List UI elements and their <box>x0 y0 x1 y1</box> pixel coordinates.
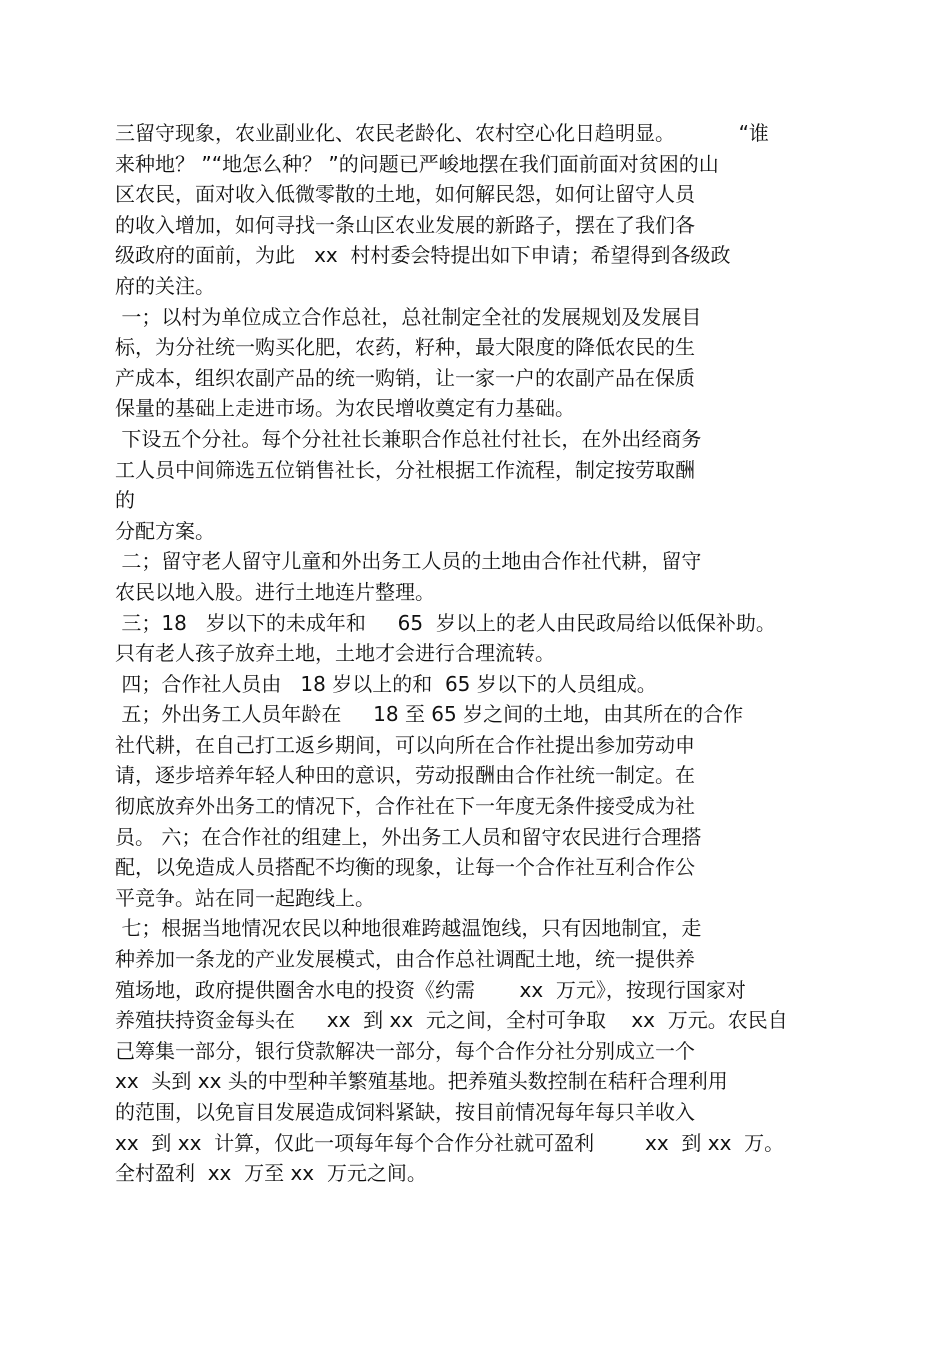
text-line: 二；留守老人留守儿童和外出务工人员的土地由合作社代耕，留守 <box>115 549 702 574</box>
text-line: 三；18 岁以下的未成年和 65 岁以上的老人由民政局给以低保补助。 <box>115 610 776 635</box>
text-line: 全村盈利 xx 万至 xx 万元之间。 <box>115 1161 427 1186</box>
text-line: 平竞争。站在同一起跑线上。 <box>115 885 375 910</box>
text-line: 种养加一条龙的产业发展模式，由合作总社调配土地，统一提供养 <box>115 947 695 972</box>
text-line: 一；以村为单位成立合作总社，总社制定全社的发展规划及发展目 <box>115 304 702 329</box>
text-line: 只有老人孩子放弃土地，土地才会进行合理流转。 <box>115 641 555 666</box>
text-line: 彻底放弃外出务工的情况下，合作社在下一年度无条件接受成为社 <box>115 794 695 819</box>
text-line: 区农民，面对收入低微零散的土地，如何解民怨，如何让留守人员 <box>115 182 695 207</box>
text-line: xx 头到 xx 头的中型种羊繁殖基地。把养殖头数控制在秸秆合理利用 <box>115 1069 728 1094</box>
text-line: 来种地？ ”“地怎么种？ ”的问题已严峻地摆在我们面前面对贫困的山 <box>115 151 719 176</box>
text-line: 的范围，以免盲目发展造成饲料紧缺，按目前情况每年每只羊收入 <box>115 1100 695 1124</box>
text-line: 的 <box>115 488 135 513</box>
text-line: 保量的基础上走进市场。为农民增收奠定有力基础。 <box>115 396 575 421</box>
text-line: 养殖扶持资金每头在 xx 到 xx 元之间，全村可争取 xx 万元。农民自 <box>115 1008 788 1033</box>
text-line: 员。 六；在合作社的组建上，外出务工人员和留守农民进行合理搭 <box>115 824 702 849</box>
text-line: 五；外出务工人员年龄在 18 至 65 岁之间的土地，由其所在的合作 <box>115 702 744 727</box>
text-line: 产成本，组织农副产品的统一购销，让一家一户的农副产品在保质 <box>115 365 695 390</box>
text-line: 分配方案。 <box>115 518 215 543</box>
text-line: 三留守现象，农业副业化、农民老龄化、农村空心化日趋明显。 “谁 <box>115 121 769 145</box>
text-line: 下设五个分社。每个分社社长兼职合作总社付社长，在外出经商务 <box>115 426 702 451</box>
text-line: 工人员中间筛选五位销售社长，分社根据工作流程，制定按劳取酬 <box>115 457 695 482</box>
text-line: 的收入增加，如何寻找一条山区农业发展的新路子，摆在了我们各 <box>115 212 695 237</box>
text-line: 标，为分社统一购买化肥，农药，籽种，最大限度的降低农民的生 <box>115 335 695 360</box>
text-line: 配，以免造成人员搭配不均衡的现象，让每一个合作社互利合作公 <box>115 855 695 880</box>
text-line: 七；根据当地情况农民以种地很难跨越温饱线，只有因地制宜，走 <box>115 916 702 941</box>
text-line: 社代耕，在自己打工返乡期间，可以向所在合作社提出参加劳动申 <box>115 732 695 757</box>
body-text <box>115 118 835 1189</box>
text-line: xx 到 xx 计算，仅此一项每年每个合作分社就可盈利 xx 到 xx 万。 <box>115 1130 785 1155</box>
text-line: 请，逐步培养年轻人种田的意识，劳动报酬由合作社统一制定。在 <box>115 763 695 788</box>
text-line: 府的关注。 <box>115 273 215 298</box>
text-line: 四；合作社人员由 18 岁以上的和 65 岁以下的人员组成。 <box>115 671 657 696</box>
text-line: 殖场地，政府提供圈舍水电的投资《约需 xx 万元》，按现行国家对 <box>115 977 746 1002</box>
text-line: 己筹集一部分，银行贷款解决一部分，每个合作分社分别成立一个 <box>115 1038 695 1063</box>
text-line: 农民以地入股。进行土地连片整理。 <box>115 579 435 604</box>
text-line: 级政府的面前，为此 xx 村村委会特提出如下申请；希望得到各级政 <box>115 243 731 268</box>
